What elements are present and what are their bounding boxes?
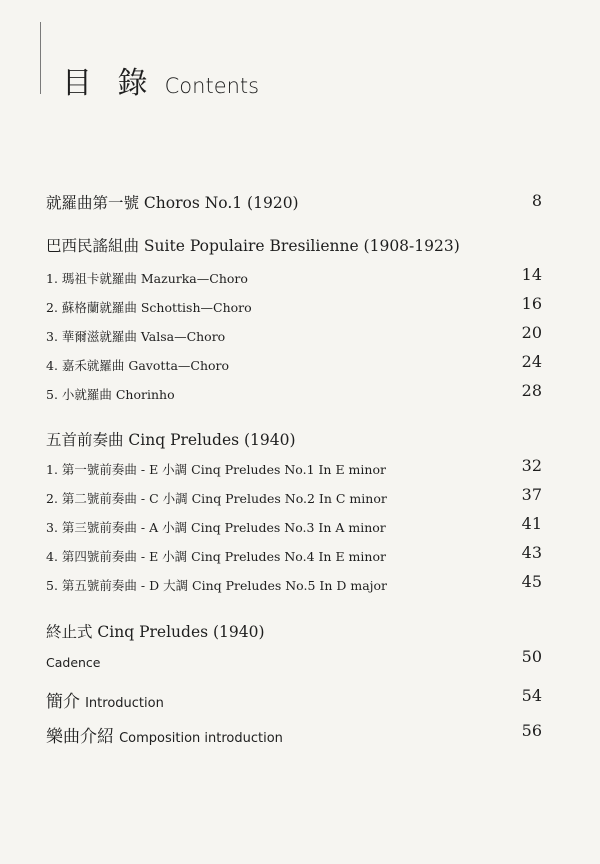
toc-page-number: 54	[521, 686, 542, 705]
toc-entry-chorinho	[46, 381, 546, 403]
toc-entry-title: 4. 嘉禾就羅曲 Gavotta—Choro	[46, 358, 230, 373]
toc-page-number: 14	[521, 265, 542, 284]
toc-entry-title-english: Introduction	[85, 696, 164, 711]
toc-page-number: 45	[521, 572, 542, 591]
toc-entry-title: 就羅曲第一號 Choros No.1 (1920)	[46, 194, 299, 212]
toc-page-number: 43	[521, 543, 542, 562]
toc-page-number: 8	[531, 191, 542, 210]
toc-section-title: 終止式 Cinq Preludes (1940)	[46, 623, 265, 641]
toc-section-cadence	[46, 620, 546, 642]
toc-entry-title: 5. 小就羅曲 Chorinho	[46, 387, 175, 402]
toc-entry-title: 4. 第四號前奏曲 - E 小調 Cinq Preludes No.4 In E minor	[46, 549, 386, 564]
toc-entry-prelude-4	[46, 543, 546, 565]
toc-entry-choros-no1	[46, 191, 546, 213]
toc-entry-title: 3. 第三號前奏曲 - A 小調 Cinq Preludes No.3 In A minor	[46, 520, 386, 535]
toc-entry-introduction	[46, 687, 546, 712]
toc-entry-title: 1. 第一號前奏曲 - E 小調 Cinq Preludes No.1 In E minor	[46, 462, 386, 477]
toc-page-number: 20	[521, 323, 542, 342]
toc-entry-title: 3. 華爾滋就羅曲 Valsa—Choro	[46, 329, 226, 344]
toc-entry-prelude-5	[46, 572, 546, 594]
toc-page-number: 16	[521, 294, 542, 313]
toc-section-suite-populaire	[46, 234, 546, 256]
toc-entry-mazurka	[46, 265, 546, 287]
toc-entry-title-chinese: 樂曲介紹	[46, 727, 114, 747]
toc-section-cinq-preludes	[46, 428, 546, 450]
toc-entry-gavotta	[46, 352, 546, 374]
toc-entry-prelude-3	[46, 514, 546, 536]
toc-entry-title-chinese: 簡介	[46, 692, 80, 712]
toc-section-title: 五首前奏曲 Cinq Preludes (1940)	[46, 431, 296, 449]
toc-entry-prelude-2	[46, 485, 546, 507]
title-english: Contents	[164, 74, 260, 98]
toc-entry-cadence	[46, 647, 546, 671]
vertical-rule	[40, 22, 41, 94]
toc-entry-title-english: Composition introduction	[119, 731, 283, 746]
toc-page-number: 24	[521, 352, 542, 371]
toc-page-number: 41	[521, 514, 542, 533]
toc-entry-composition-introduction	[46, 722, 546, 747]
toc-section-title: 巴西民謠組曲 Suite Populaire Bresilienne (1908-1923)	[46, 237, 460, 255]
toc-page-number: 32	[521, 456, 542, 475]
toc-entry-schottish	[46, 294, 546, 316]
toc-page-number: 56	[521, 721, 542, 740]
toc-entry-title: 2. 第二號前奏曲 - C 小調 Cinq Preludes No.2 In C minor	[46, 491, 387, 506]
toc-entry-title: 5. 第五號前奏曲 - D 大調 Cinq Preludes No.5 In D major	[46, 578, 388, 593]
page-title	[62, 58, 259, 102]
toc-entry-title: 1. 瑪祖卡就羅曲 Mazurka—Choro	[46, 271, 248, 286]
toc-page-number: 37	[521, 485, 542, 504]
toc-entry-title: Cadence	[46, 655, 101, 670]
toc-entry-prelude-1	[46, 456, 546, 478]
toc-page-number: 50	[521, 647, 542, 666]
toc-page-number: 28	[521, 381, 542, 400]
title-chinese: 目 錄	[62, 66, 156, 101]
toc-entry-valsa	[46, 323, 546, 345]
toc-entry-title: 2. 蘇格蘭就羅曲 Schottish—Choro	[46, 300, 252, 315]
